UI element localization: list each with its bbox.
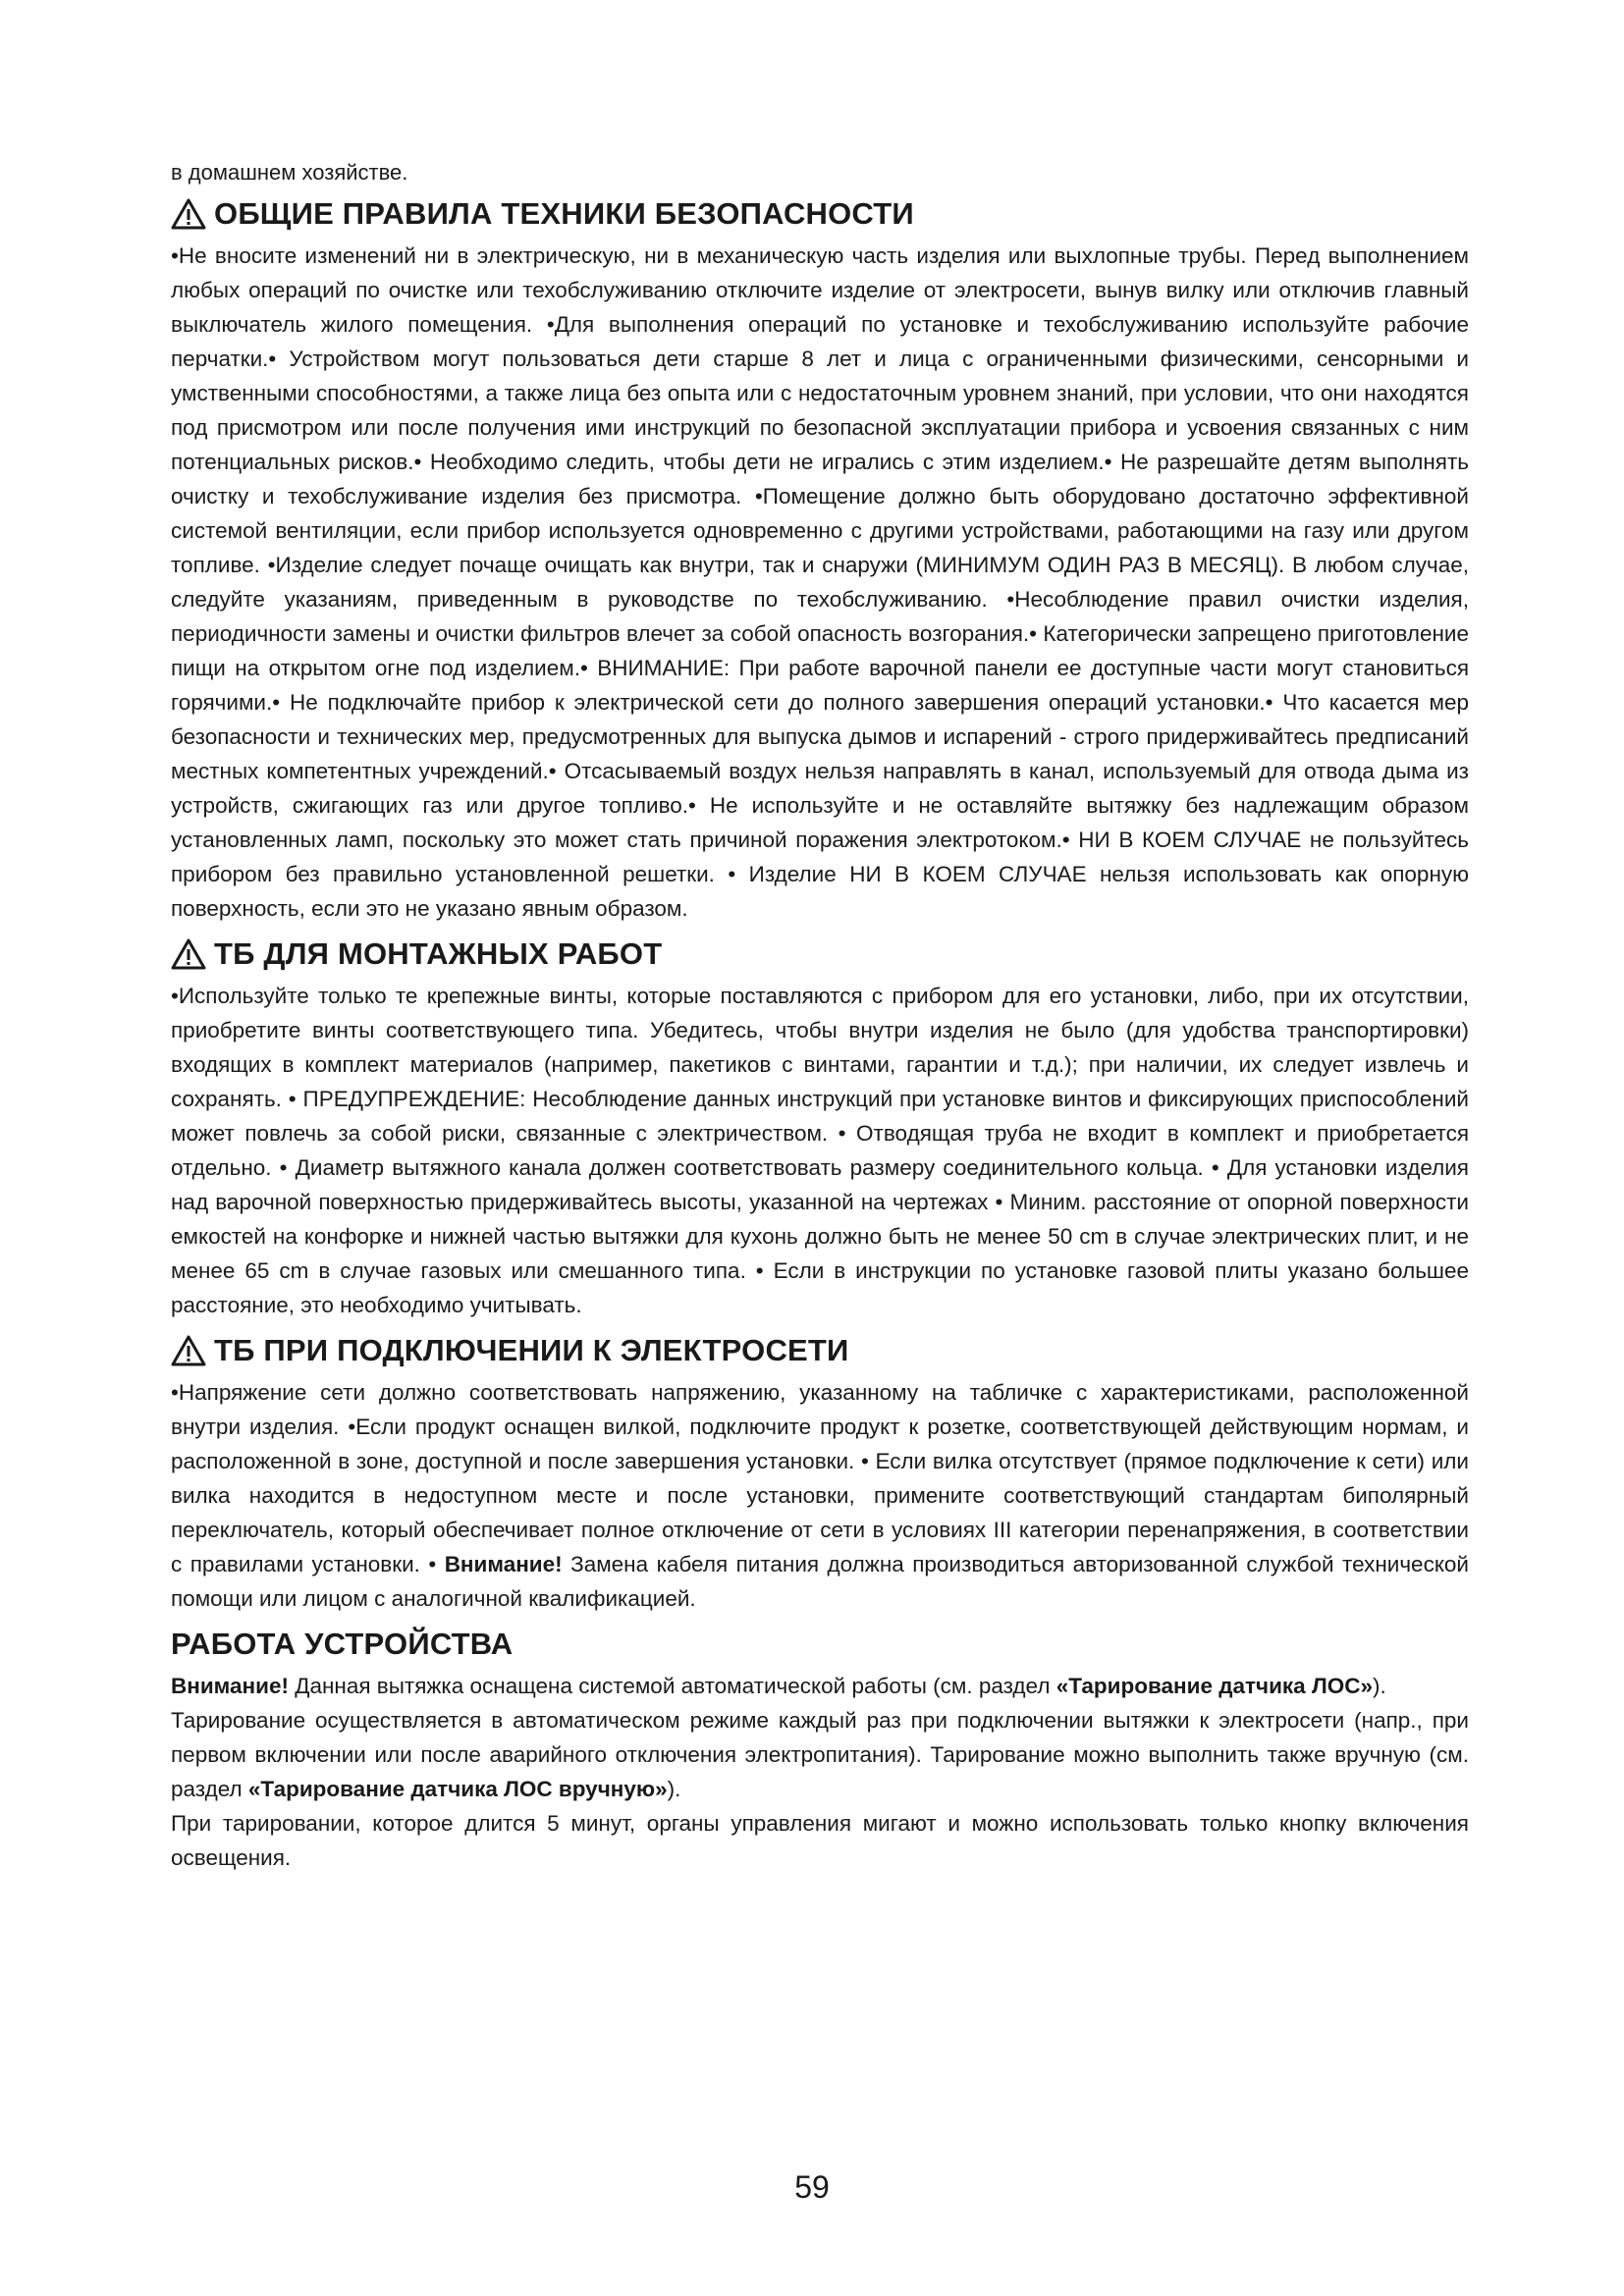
section-text-electrical — [171, 1375, 1469, 1616]
section-heading-operation — [171, 1626, 1469, 1663]
operation-p2-reference: «Тарирование датчика ЛОС вручную» — [247, 1777, 668, 1801]
operation-p2-end: ). — [667, 1777, 681, 1801]
section-title-electrical: ТБ ПРИ ПОДКЛЮЧЕНИИ К ЭЛЕКТРОСЕТИ — [214, 1333, 849, 1367]
page-number: 59 — [794, 2169, 830, 2205]
electrical-attention-bold: Внимание! — [444, 1552, 563, 1576]
electrical-text-before: •Напряжение сети должно соответствовать напряжению, указанному на табличке с характеристиками, расположенной внутри изделия. •Если продукт оснащен вилкой, подключите продукт к розетке, соответствующей действующим нормам, и расположенной в зоне, доступной и после завершения установки. • Если вилка отсутствует (прямое подключение к сети) или вилка находится в недоступном месте и после установки, примените соответствующий стандартам биполярный переключатель, который обеспечивает полное отключение от сети в условиях III категории перенапряжения, в соответствии с правилами установки. • — [171, 1380, 1469, 1576]
operation-paragraph-1 — [171, 1669, 1469, 1703]
warning-triangle-icon — [171, 198, 206, 230]
section-title-installation: ТБ ДЛЯ МОНТАЖНЫХ РАБОТ — [214, 936, 663, 971]
operation-paragraph-3: При тарировании, которое длится 5 минут, органы управления мигают и можно использовать только кнопку включения освещения. — [171, 1811, 1469, 1870]
page-content — [171, 147, 1469, 1875]
operation-p1-reference: «Тарирование датчика ЛОС» — [1056, 1674, 1373, 1698]
operation-p1-end: ). — [1373, 1674, 1386, 1698]
operation-attention-bold: Внимание! — [171, 1674, 289, 1698]
operation-p2-text: Тарирование осуществляется в автоматическом режиме каждый раз при подключении вытяжки к электросети (напр., при первом включении или после аварийного отключения электропитания). Тарирование можно выполнить также вручную (см. раздел — [171, 1708, 1469, 1801]
section-text-installation: •Используйте только те крепежные винты, которые поставляются с прибором для его установки, либо, при их отсутствии, приобретите винты соответствующего типа. Убедитесь, чтобы внутри изделия не было (для удобства транспортировки) входящих в комплект материалов (например, пакетиков с винтами, гарантии и т.д.); при наличии, их следует извлечь и сохранять. • ПРЕДУПРЕЖДЕНИЕ: Несоблюдение данных инструкций при установке винтов и фиксирующих приспособлений может повлечь за собой риски, связанные с электричеством. • Отводящая труба не входит в комплект и приобретается отдельно. • Диаметр вытяжного канала должен соответствовать размеру соединительного кольца. • Для установки изделия над варочной поверхностью придерживайтесь высоты, указанной на чертежах • Миним. расстояние от опорной поверхности емкостей на конфорке и нижней частью вытяжки для кухонь должно быть не менее 50 cm в случае электрических плит, и не менее 65 cm в случае газовых или смешанного типа. • Если в инструкции по установке газовой плиты указано большее расстояние, это необходимо учитывать. — [171, 984, 1469, 1317]
intro-line: в домашнем хозяйстве. — [171, 160, 408, 185]
section-text-general-safety: •Не вносите изменений ни в электрическую, ни в механическую часть изделия или выхлопные трубы. Перед выполнением любых операций по очистке или техобслуживанию отключите изделие от электросети, вынув вилку или отключив главный выключатель жилого помещения. •Для выполнения операций по установке и техобслуживанию используйте рабочие перчатки.• Устройством могут пользоваться дети старше 8 лет и лица с ограниченными физическими, сенсорными и умственными способностями, а также лица без опыта или с недостаточным уровнем знаний, при условии, что они находятся под присмотром или после получения ими инструкций по безопасной эксплуатации прибора и усвоения связанных с ним потенциальных рисков.• Необходимо следить, чтобы дети не игрались с этим изделием.• Не разрешайте детям выполнять очистку и техобслуживание изделия без присмотра. •Помещение должно быть оборудовано достаточно эффективной системой вентиляции, если прибор используется одновременно с другими устройствами, работающими на газу или другом топливе. •Изделие следует почаще очищать как внутри, так и снаружи (МИНИМУМ ОДИН РАЗ В МЕСЯЦ). В любом случае, следуйте указаниям, приведенным в руководстве по техобслуживанию. •Несоблюдение правил очистки изделия, периодичности замены и очистки фильтров влечет за собой опасность возгорания.• Категорически запрещено приготовление пищи на открытом огне под изделием.• ВНИМАНИЕ: При работе варочной панели ее доступные части могут становиться горячими.• Не подключайте прибор к электрической сети до полного завершения операций установки.• Что касается мер безопасности и технических мер, предусмотренных для выпуска дымов и испарений - строго придерживайтесь предписаний местных компетентных учреждений.• Отсасываемый воздух нельзя направлять в канал, используемый для отвода дыма из устройств, сжигающих газ или другое топливо.• Не используйте и не оставляйте вытяжку без надлежащим образом установленных ламп, поскольку это может стать причиной поражения электротоком.• НИ В КОЕМ СЛУЧАЕ не пользуйтесь прибором без правильно установленной решетки. • Изделие НИ В КОЕМ СЛУЧАЕ нельзя использовать как опорную поверхность, если это не указано явным образом. — [171, 243, 1469, 921]
warning-triangle-icon — [171, 938, 206, 970]
section-title-operation: РАБОТА УСТРОЙСТВА — [171, 1627, 514, 1661]
section-heading-general-safety — [171, 195, 1469, 233]
section-heading-installation — [171, 935, 1469, 973]
warning-triangle-icon — [171, 1335, 206, 1366]
section-title-general-safety: ОБЩИЕ ПРАВИЛА ТЕХНИКИ БЕЗОПАСНОСТИ — [214, 196, 914, 231]
section-heading-electrical — [171, 1332, 1469, 1369]
operation-paragraph-2 — [171, 1703, 1469, 1806]
electrical-text-after: Замена кабеля питания должна производиться авторизованной службой технической помощи или лицом с аналогичной квалификацией. — [171, 1552, 1469, 1611]
operation-p1-text: Данная вытяжка оснащена системой автоматической работы (см. раздел — [288, 1674, 1056, 1698]
